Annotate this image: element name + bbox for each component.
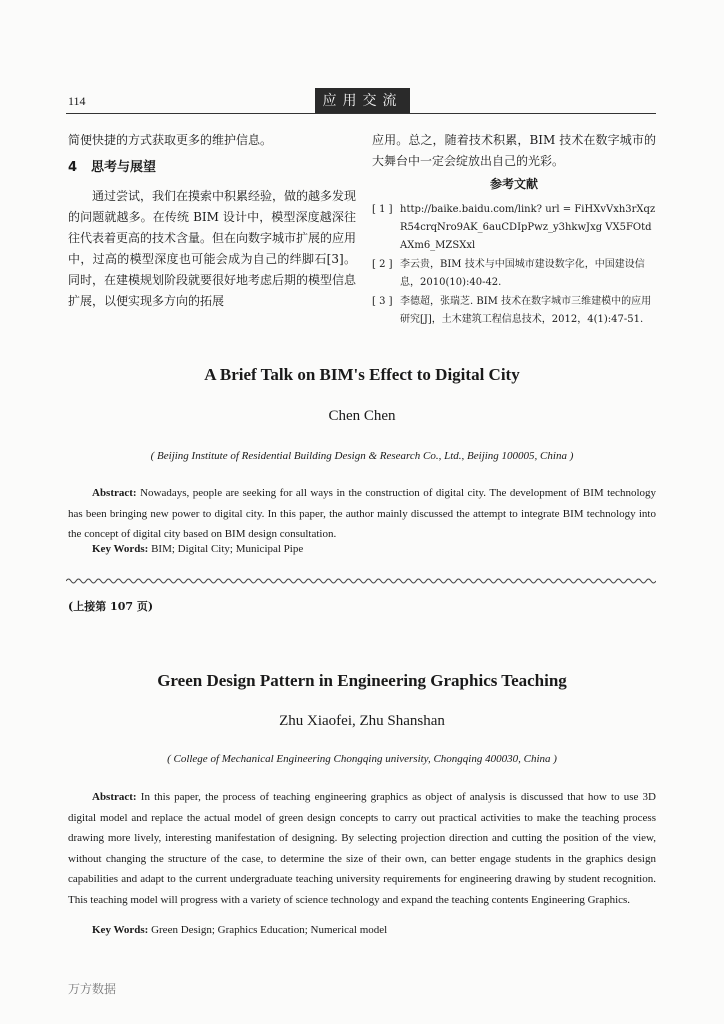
references-title: 参考文献 bbox=[489, 177, 538, 191]
left-column bbox=[68, 130, 356, 312]
abstract-label: Abstract: bbox=[92, 487, 137, 499]
reference-number: [ 1 ] bbox=[372, 204, 393, 215]
reference-text: 李云贵，BIM 技术与中国城市建设数字化，中国建设信息，2010(10):40-42. bbox=[400, 259, 645, 288]
article2-affiliation: ( College of Mechanical Engineering Chongqing university, Chongqing 400030, China ) bbox=[167, 753, 557, 765]
reference-item bbox=[372, 201, 656, 255]
wavy-divider bbox=[66, 576, 656, 586]
article1-keywords bbox=[92, 543, 303, 555]
reference-number: [ 2 ] bbox=[372, 259, 393, 270]
article2-author: Zhu Xiaofei, Zhu Shanshan bbox=[279, 713, 445, 729]
watermark: 万方数据 bbox=[68, 982, 117, 996]
article2-title: Green Design Pattern in Engineering Graphics Teaching bbox=[157, 671, 567, 690]
reference-text: 李德超，张瑞芝. BIM 技术在数字城市三维建模中的应用研究[J]，土木建筑工程信息技术，2012，4(1):47-51. bbox=[400, 296, 652, 325]
page-number: 114 bbox=[68, 94, 86, 108]
right-column bbox=[372, 130, 656, 330]
article1-affiliation: ( Beijing Institute of Residential Building Design & Research Co., Ltd., Beijing 100005, China ) bbox=[150, 450, 574, 462]
keywords-text: BIM; Digital City; Municipal Pipe bbox=[151, 543, 304, 555]
continued-from-note: (上接第 107 页) bbox=[68, 600, 154, 613]
reference-number: [ 3 ] bbox=[372, 296, 393, 307]
abstract-text: Nowadays, people are seeking for all ways in the construction of digital city. The development of BIM technology has been bringing new power to digital city. In this paper, the author mainly discussed the attempt to integrate BIM technology into the concept of digital city based on BIM design consultation. bbox=[68, 487, 656, 540]
reference-item bbox=[372, 293, 656, 329]
abstract-label: Abstract: bbox=[92, 791, 137, 803]
header-rule bbox=[66, 113, 656, 114]
keywords-text: Green Design; Graphics Education; Numerical model bbox=[151, 924, 388, 936]
reference-text: http://baike.baidu.com/link? url = FiHXvVxh3rXqzR54crqNro9AK_6auCDIpPwz_y3hkwJxg VX5FOtdAXm6_MZSXxl bbox=[400, 204, 656, 251]
keywords-label: Key Words: bbox=[92, 543, 149, 555]
journal-section-label: 应用交流 bbox=[315, 88, 410, 114]
section-number: 4 bbox=[68, 160, 78, 175]
article1-title: A Brief Talk on BIM's Effect to Digital City bbox=[204, 365, 520, 384]
reference-item bbox=[372, 256, 656, 292]
abstract-text: In this paper, the process of teaching engineering graphics as object of analysis is discussed that how to use 3D digital model and replace the actual model of green design concepts to carry out practical activities to make the teaching process drawing more lively, interesting manifestation of designing. By selecting projection direction and cutting the position of the view, without changing the structure of the case, to determine the size of their own, can better engage students in the graphics design capabilities and adapt to the current undergraduate teaching university requirements for engineering drawing by student recognition. This teaching model will progress with a variety of science technology and expand the teaching contents Engineering Graphics. bbox=[68, 791, 657, 906]
article1-abstract bbox=[68, 483, 656, 545]
section-heading bbox=[68, 157, 356, 178]
continued-paragraph: 简便快捷的方式获取更多的维护信息。 bbox=[68, 133, 273, 147]
article1-author: Chen Chen bbox=[328, 408, 396, 424]
article2-abstract bbox=[68, 787, 656, 910]
continued-paragraph-right: 应用。总之，随着技术积累，BIM 技术在数字城市的大舞台中一定会绽放出自己的光彩。 bbox=[372, 133, 656, 168]
article2-keywords bbox=[92, 924, 387, 936]
keywords-label: Key Words: bbox=[92, 924, 149, 936]
section-title: 思考与展望 bbox=[91, 160, 157, 175]
section-body: 通过尝试，我们在摸索中积累经验，做的越多发现的问题就越多。在传统 BIM 设计中，模型深度越深往往代表着更高的技术含量。但在向数字城市扩展的应用中，过高的模型深度也可能会成为自己的绊脚石[3]。同时，在建模规划阶段就要很好地考虑后期的模型信息扩展，以便实现多方向的拓展 bbox=[68, 189, 357, 308]
